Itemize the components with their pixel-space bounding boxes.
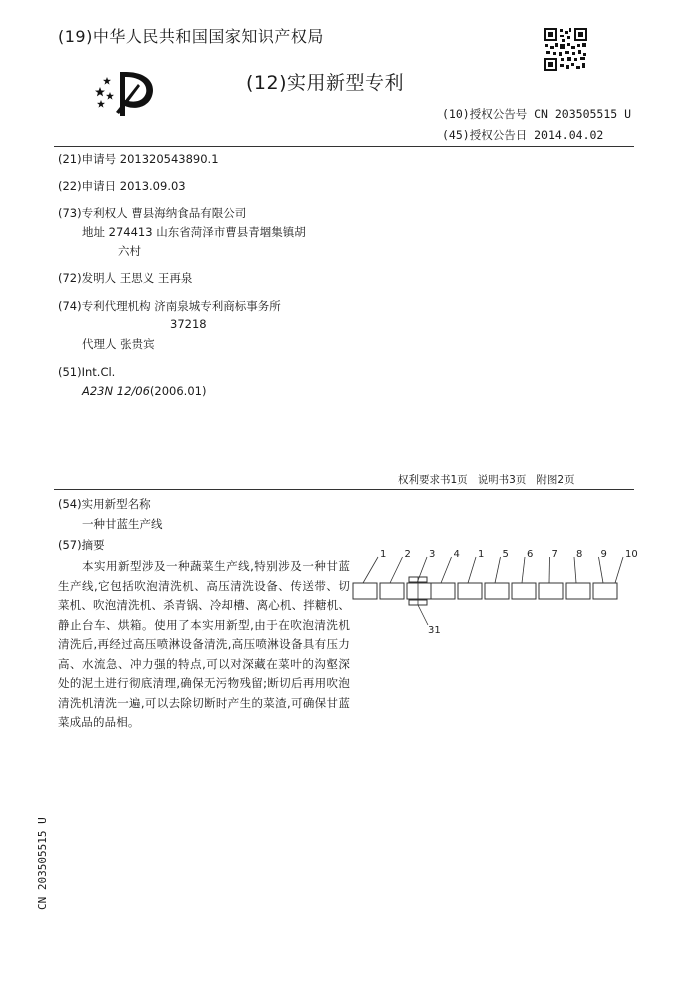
leader-line — [468, 557, 476, 583]
application-number: (21)申请号 201320543890.1 — [58, 152, 219, 166]
claims-pages: 权利要求书1页 — [398, 474, 468, 486]
inventors: (72)发明人 王思义 王再泉 — [58, 271, 193, 285]
side-publication-number: CN 203505515 U — [36, 817, 49, 910]
equipment-box — [458, 583, 482, 599]
leader-line — [574, 557, 576, 583]
equipment-box — [566, 583, 590, 599]
int-cl-label: (51)Int.Cl. — [58, 365, 116, 379]
part-label: 10 — [625, 549, 638, 560]
part-label: 1 — [380, 549, 387, 560]
leader-line — [522, 557, 525, 583]
equipment-box — [431, 583, 455, 599]
leader-line — [615, 557, 623, 583]
part-label: 2 — [404, 549, 411, 560]
patentee: (73)专利权人 曹县海纳食品有限公司 — [58, 206, 247, 220]
part-label: 1 — [478, 549, 485, 560]
address-line-2: 六村 — [118, 244, 141, 258]
cnipa-logo — [90, 66, 160, 118]
equipment-box — [593, 583, 617, 599]
part-label: 8 — [576, 549, 583, 560]
agency-code: 37218 — [170, 317, 207, 331]
issuing-office: (19)中华人民共和国国家知识产权局 — [58, 27, 324, 46]
equipment-box — [380, 583, 404, 599]
part-label: 7 — [551, 549, 558, 560]
title-label: (54)实用新型名称 — [58, 497, 151, 511]
publication-number: (10)授权公告号 CN 203505515 U — [442, 107, 632, 121]
filing-date: (22)申请日 2013.09.03 — [58, 179, 186, 193]
leader-line — [390, 557, 403, 583]
equipment-box — [539, 583, 563, 599]
sheet-divider — [54, 489, 634, 490]
qr-code — [543, 27, 588, 72]
sheet-counts — [398, 472, 585, 487]
leader-line — [549, 557, 550, 583]
patent-kind: (12)实用新型专利 — [246, 72, 405, 94]
equipment-box — [353, 583, 377, 599]
agency: (74)专利代理机构 济南泉城专利商标事务所 — [58, 299, 281, 313]
part-label: 5 — [502, 549, 509, 560]
part-label: 3 — [429, 549, 436, 560]
equipment-box — [407, 583, 431, 599]
address-line-1: 地址 274413 山东省菏泽市曹县青堌集镇胡 — [82, 225, 306, 239]
part-label: 4 — [453, 549, 460, 560]
leader-line — [495, 557, 501, 583]
leader-line — [441, 557, 452, 583]
publication-date: (45)授权公告日 2014.04.02 — [442, 128, 604, 142]
part-label: 9 — [600, 549, 607, 560]
abstract-figure — [350, 545, 638, 645]
part-label: 6 — [527, 549, 534, 560]
equipment-box — [485, 583, 509, 599]
equipment-box — [512, 583, 536, 599]
header-divider — [54, 146, 634, 147]
leader-line — [417, 557, 427, 583]
agent: 代理人 张贵宾 — [82, 337, 155, 351]
leader-line — [599, 557, 604, 583]
description-pages: 说明书3页 — [477, 474, 527, 486]
abstract-label: (57)摘要 — [58, 538, 105, 552]
drawing-pages: 附图2页 — [536, 474, 575, 486]
ipc-code: A23N 12/06 — [82, 384, 150, 398]
leader-line — [418, 605, 428, 625]
leader-line — [363, 557, 378, 583]
ipc-version: (2006.01) — [149, 384, 207, 398]
abstract-text: 本实用新型涉及一种蔬菜生产线,特别涉及一种甘蓝生产线,它包括吹泡清洗机、高压清洗设备、传送带、切菜机、吹泡清洗机、杀青锅、冷却槽、离心机、拌糖机、静止台车、烘箱。使用了本实用新型,由于在吹泡清洗机清洗后,再经过高压喷淋设备清洗,高压喷淋设备具有压力高、水流急、冲力强的特点,可以对深藏在菜叶的沟壑深处的泥土进行彻底清理,确保无污物残留;断切后再用吹泡清洗机清洗一遍,可以去除切断时产生的菜渣,可确保甘蓝菜成品的品相。 — [58, 559, 350, 729]
utility-model-title: 一种甘蓝生产线 — [82, 517, 163, 531]
subpart-label: 31 — [428, 625, 441, 636]
ipc-classification — [82, 384, 206, 398]
